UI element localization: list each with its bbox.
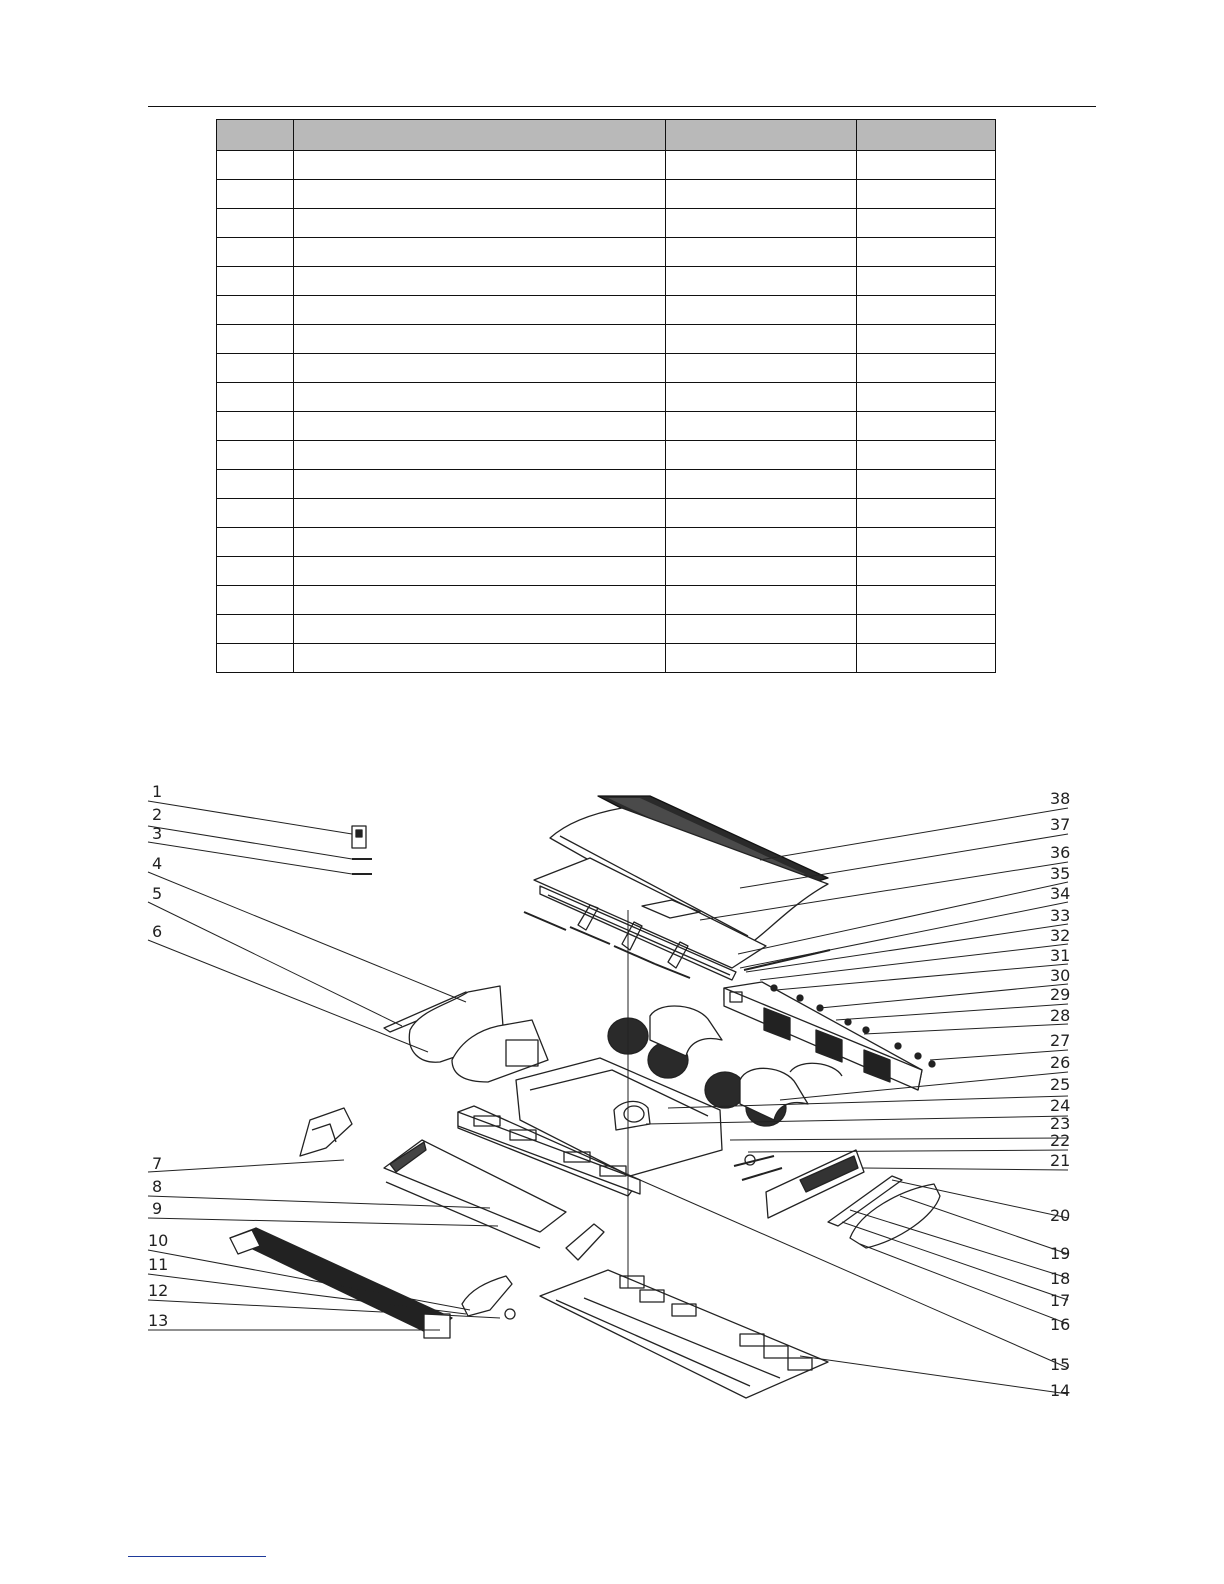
table-cell <box>294 325 665 354</box>
table-cell <box>294 470 665 499</box>
table-row <box>217 354 996 383</box>
header-cell-no <box>217 120 294 151</box>
callout-22: 22 <box>1050 1131 1071 1150</box>
table-cell <box>294 383 665 412</box>
header-cell-name <box>294 120 665 151</box>
table-cell <box>857 296 996 325</box>
callout-35: 35 <box>1050 864 1071 883</box>
remote-controller-part <box>352 826 372 874</box>
table-cell <box>665 267 857 296</box>
callout-1: 1 <box>152 782 163 801</box>
callout-37: 37 <box>1050 815 1071 834</box>
callouts-right <box>1050 789 1070 1400</box>
table-cell <box>294 151 665 180</box>
table-cell <box>665 586 857 615</box>
evaporator-coil-part <box>230 1228 515 1338</box>
table-cell <box>217 354 294 383</box>
header-cell-qty <box>857 120 996 151</box>
footer-link-rule <box>128 1556 266 1557</box>
table-cell <box>294 528 665 557</box>
table-row <box>217 557 996 586</box>
table-row <box>217 383 996 412</box>
callout-4: 4 <box>152 854 163 873</box>
table-cell <box>294 557 665 586</box>
callout-17: 17 <box>1050 1291 1071 1310</box>
small-bracket-part <box>566 1224 604 1260</box>
callout-11: 11 <box>148 1255 169 1274</box>
electric-box-part <box>734 1150 864 1218</box>
callout-16: 16 <box>1050 1315 1071 1334</box>
table-row <box>217 412 996 441</box>
table-cell <box>665 441 857 470</box>
table-cell <box>665 528 857 557</box>
table-cell <box>857 499 996 528</box>
table-cell <box>217 325 294 354</box>
callout-26: 26 <box>1050 1053 1071 1072</box>
table-cell <box>665 238 857 267</box>
left-side-panel-part <box>384 986 548 1082</box>
callout-14: 14 <box>1050 1381 1071 1400</box>
callout-30: 30 <box>1050 966 1071 985</box>
callout-25: 25 <box>1050 1075 1071 1094</box>
table-cell <box>217 441 294 470</box>
header-cell-code <box>665 120 857 151</box>
callout-12: 12 <box>148 1281 169 1300</box>
callout-9: 9 <box>152 1199 163 1218</box>
table-cell <box>857 615 996 644</box>
callout-3: 3 <box>152 824 163 843</box>
callout-13: 13 <box>148 1311 169 1330</box>
callout-38: 38 <box>1050 789 1071 808</box>
table-row <box>217 151 996 180</box>
table-cell <box>217 383 294 412</box>
table-cell <box>217 209 294 238</box>
exploded-view-diagram <box>0 760 1224 1460</box>
table-row <box>217 470 996 499</box>
table-cell <box>294 180 665 209</box>
table-cell <box>294 644 665 673</box>
base-pan-part <box>540 1270 828 1398</box>
callout-32: 32 <box>1050 926 1071 945</box>
table-row <box>217 615 996 644</box>
table-row <box>217 499 996 528</box>
leader-lines-left <box>148 801 500 1330</box>
table-cell <box>857 180 996 209</box>
table-cell <box>217 528 294 557</box>
table-row <box>217 586 996 615</box>
callout-19: 19 <box>1050 1244 1071 1263</box>
table-cell <box>217 267 294 296</box>
table-cell <box>665 412 857 441</box>
table-cell <box>665 557 857 586</box>
table-cell <box>857 354 996 383</box>
table-cell <box>217 615 294 644</box>
table-row <box>217 209 996 238</box>
callouts-left <box>148 782 168 1330</box>
table-cell <box>294 354 665 383</box>
callout-24: 24 <box>1050 1096 1071 1115</box>
table-cell <box>857 557 996 586</box>
table-cell <box>217 412 294 441</box>
table-cell <box>294 412 665 441</box>
table-cell <box>294 238 665 267</box>
table-cell <box>857 151 996 180</box>
callout-6: 6 <box>152 922 163 941</box>
callout-8: 8 <box>152 1177 163 1196</box>
callout-21: 21 <box>1050 1151 1071 1170</box>
table-cell <box>665 470 857 499</box>
table-cell <box>665 644 857 673</box>
callout-28: 28 <box>1050 1006 1071 1025</box>
table-cell <box>217 470 294 499</box>
table-cell <box>665 383 857 412</box>
table-row <box>217 296 996 325</box>
table-cell <box>217 557 294 586</box>
table-cell <box>665 180 857 209</box>
table-cell <box>857 644 996 673</box>
table-row <box>217 325 996 354</box>
table-cell <box>294 296 665 325</box>
table-row <box>217 238 996 267</box>
table-row <box>217 267 996 296</box>
table-cell <box>665 354 857 383</box>
table-cell <box>857 470 996 499</box>
table-cell <box>217 586 294 615</box>
table-cell <box>294 209 665 238</box>
callout-33: 33 <box>1050 906 1071 925</box>
table-cell <box>857 586 996 615</box>
table-cell <box>294 586 665 615</box>
table-cell <box>217 296 294 325</box>
callout-10: 10 <box>148 1231 169 1250</box>
table-cell <box>217 644 294 673</box>
callout-20: 20 <box>1050 1206 1071 1225</box>
callout-36: 36 <box>1050 843 1071 862</box>
table-cell <box>665 296 857 325</box>
callout-5: 5 <box>152 884 163 903</box>
callout-18: 18 <box>1050 1269 1071 1288</box>
table-cell <box>217 180 294 209</box>
table-row <box>217 644 996 673</box>
callout-27: 27 <box>1050 1031 1071 1050</box>
table-header-row <box>217 120 996 151</box>
table-cell <box>857 267 996 296</box>
side-bracket-part <box>300 1108 352 1156</box>
table-cell <box>857 238 996 267</box>
callout-29: 29 <box>1050 985 1071 1004</box>
callout-7: 7 <box>152 1154 163 1173</box>
table-cell <box>665 325 857 354</box>
table-cell <box>857 325 996 354</box>
table-cell <box>857 412 996 441</box>
callout-34: 34 <box>1050 884 1071 903</box>
callout-23: 23 <box>1050 1114 1071 1133</box>
table-cell <box>857 209 996 238</box>
table-row <box>217 441 996 470</box>
header-rule <box>148 106 1096 107</box>
table-cell <box>217 499 294 528</box>
callout-2: 2 <box>152 805 163 824</box>
table-cell <box>217 151 294 180</box>
table-row <box>217 180 996 209</box>
table-cell <box>294 441 665 470</box>
callout-15: 15 <box>1050 1355 1071 1374</box>
table-cell <box>294 615 665 644</box>
callout-31: 31 <box>1050 946 1071 965</box>
table-cell <box>665 209 857 238</box>
table-cell <box>294 499 665 528</box>
table-cell <box>665 615 857 644</box>
table-cell <box>665 151 857 180</box>
parts-table <box>216 119 996 673</box>
table-row <box>217 528 996 557</box>
table-cell <box>217 238 294 267</box>
table-cell <box>857 528 996 557</box>
table-cell <box>857 383 996 412</box>
table-cell <box>665 499 857 528</box>
small-rod-part <box>744 950 830 970</box>
table-cell <box>294 267 665 296</box>
table-cell <box>857 441 996 470</box>
